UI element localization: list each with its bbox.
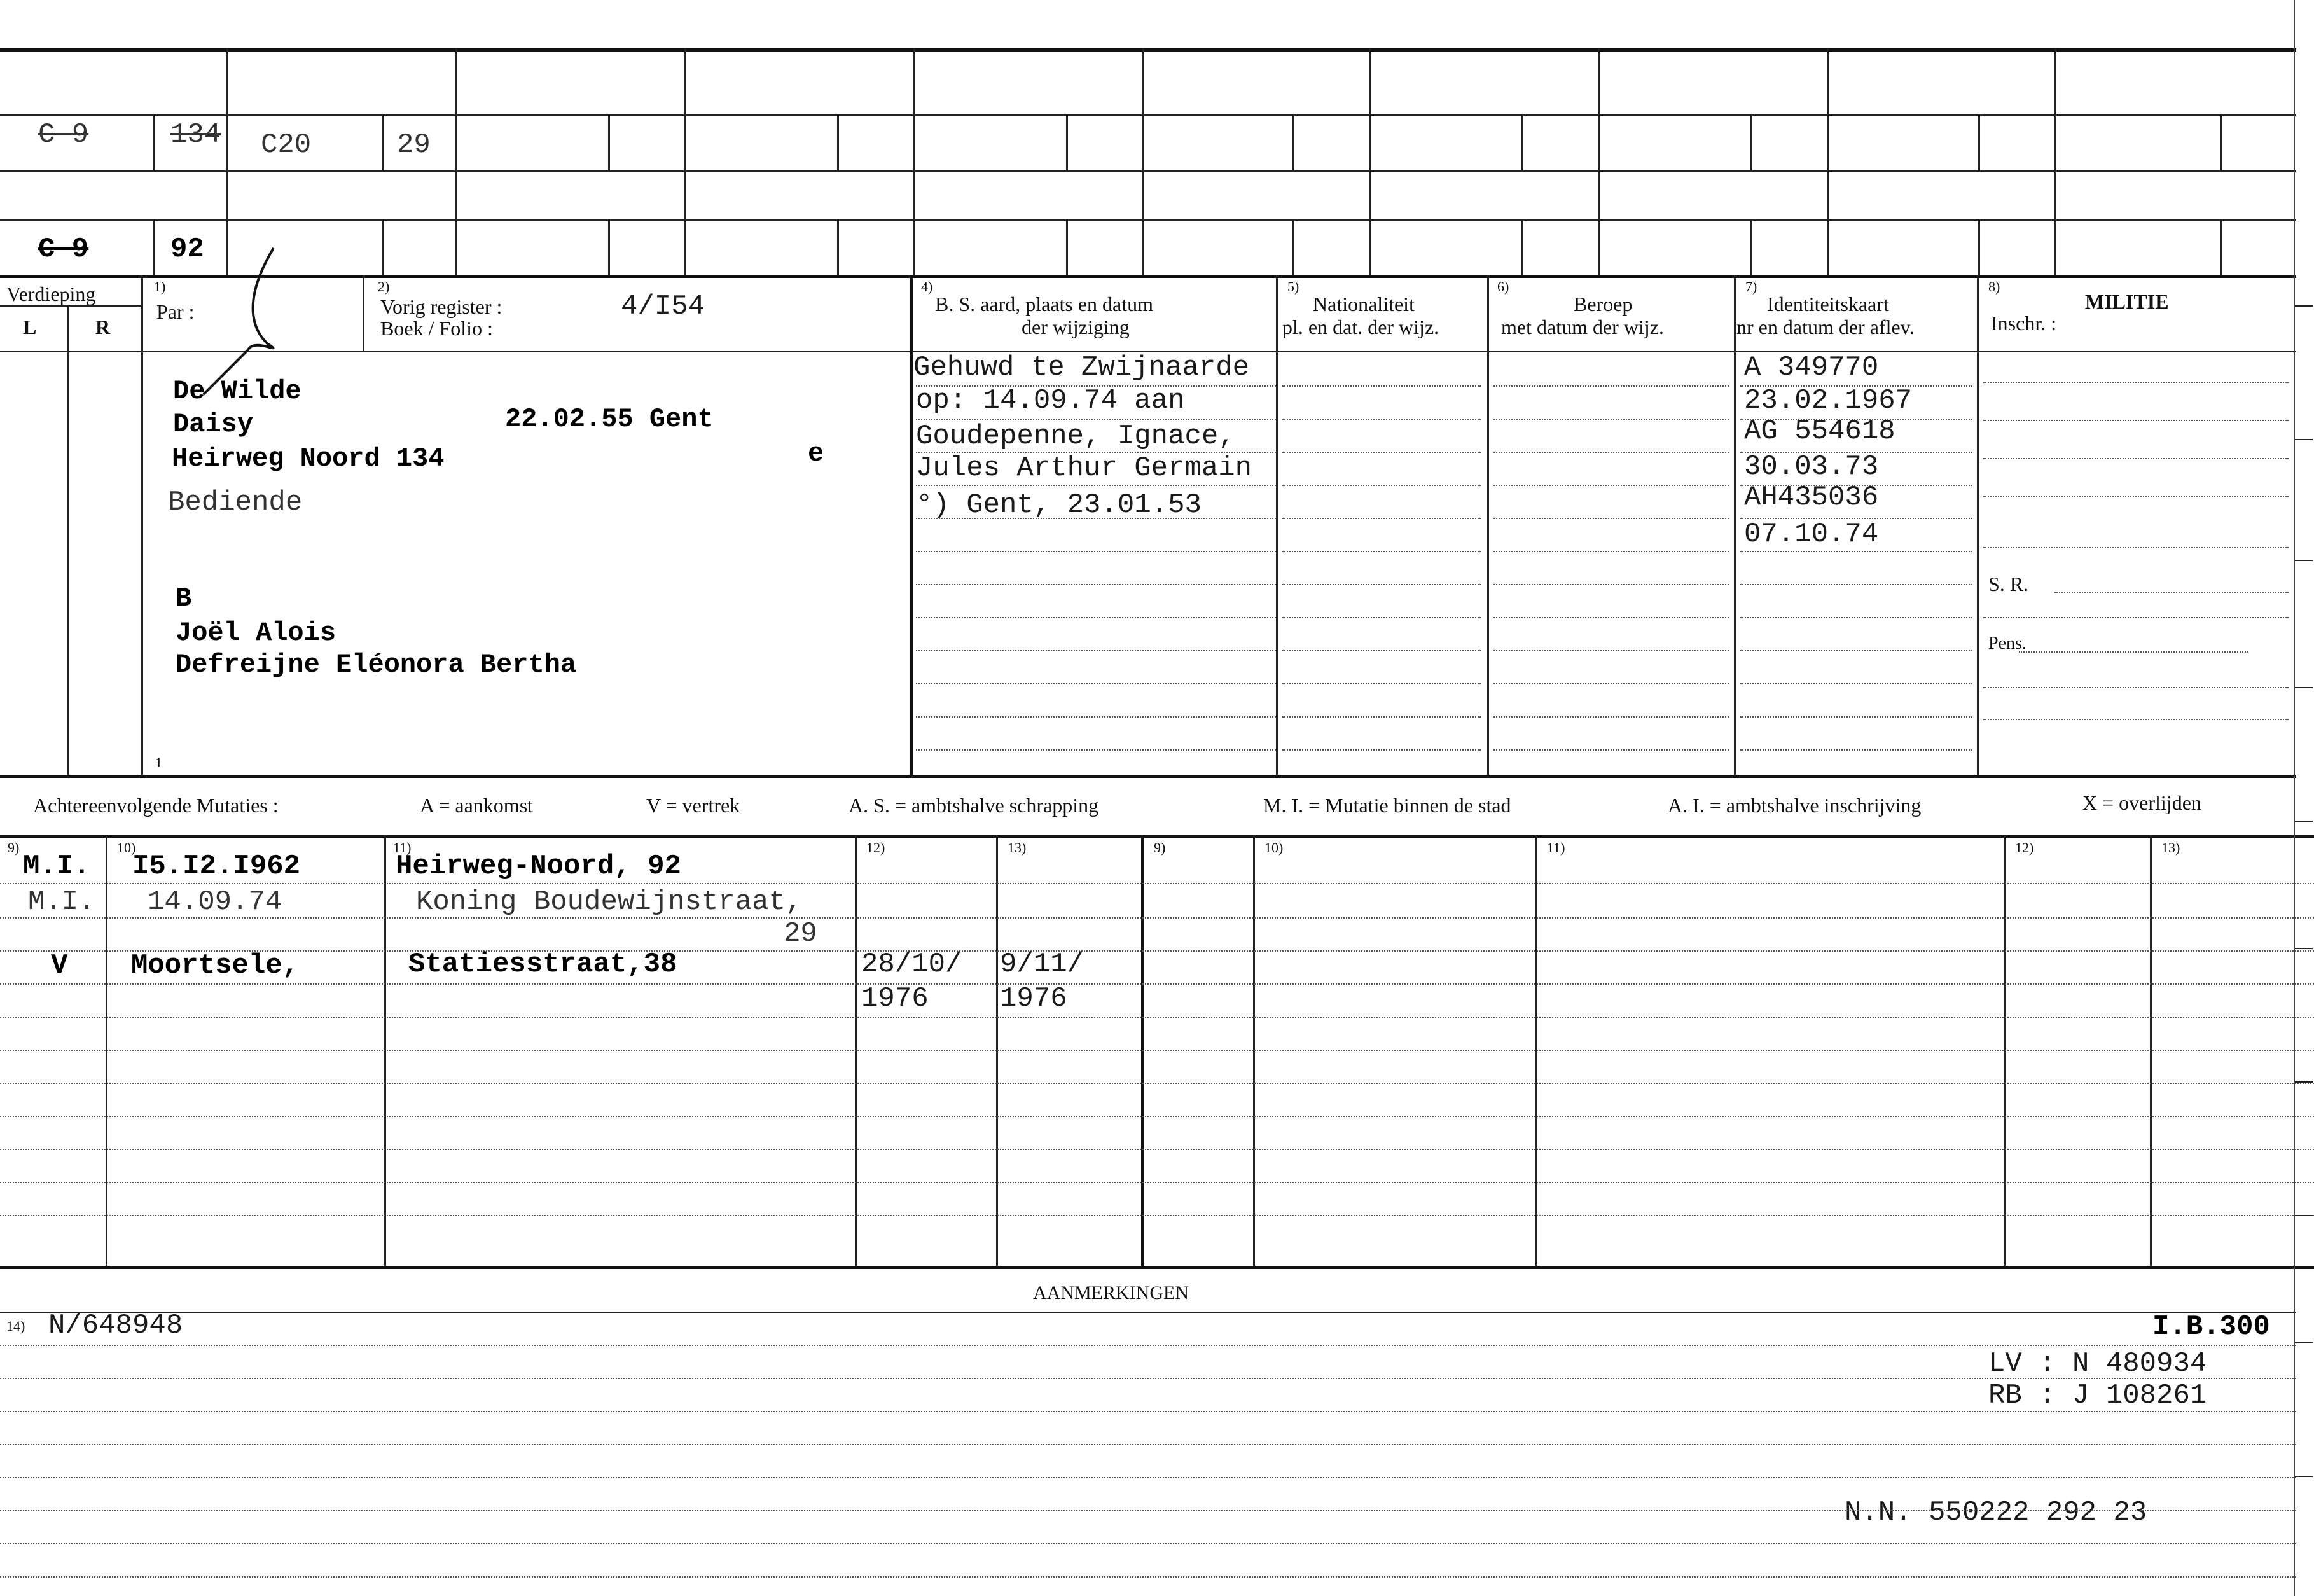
mut-row4-date12: 28/10/ [861,948,962,980]
mut-row4-date13: 9/11/ [1000,948,1084,980]
mark-e: e [808,438,824,469]
bs-header-1: B. S. aard, plaats en datum [935,293,1154,316]
rb-number: RB : J 108261 [1988,1380,2207,1412]
civil-status-line-4: Jules Arthur Germain [916,452,1252,484]
num-8: 8) [1988,279,2000,295]
inschr-label: Inschr. : [1991,312,2057,335]
mut-row1-address: Heirweg-Noord, 92 [396,850,681,882]
legend-x: X = overlijden [2082,791,2201,814]
mut-row4-place: Moortsele, [131,950,300,982]
civil-status-line-5: °) Gent, 23.01.53 [916,489,1202,521]
legend-v: V = vertrek [646,794,740,817]
mut-row1-date: I5.I2.I962 [132,850,301,882]
col-12b: 12) [2015,840,2034,856]
num-5: 5) [1287,279,1299,295]
civil-status-line-3: Goudepenne, Ignace, [916,420,1235,452]
mut-row4-address: Statiesstraat,38 [408,948,677,980]
mut-row4-year13: 1976 [1000,983,1067,1015]
code-92: 92 [170,233,204,265]
civil-status-line-2: op: 14.09.74 aan [916,385,1185,417]
mut-row1-code: M.I. [23,850,90,882]
legend-as: A. S. = ambtshalve schrapping [849,794,1099,817]
col-10b: 10) [1264,840,1284,856]
ib-code: I.B.300 [2152,1311,2270,1343]
beroep-header-1: Beroep [1574,293,1633,316]
bs-header-2: der wijziging [1022,316,1130,338]
col-9b: 9) [1154,840,1166,856]
col-9: 9) [8,840,20,856]
num-6: 6) [1497,279,1509,295]
mut-row2-date: 14.09.74 [148,886,282,918]
id-card-3: AH435036 [1744,482,1879,513]
parent-initial: B [176,583,192,614]
row-number: 1 [155,754,162,770]
nat-header-2: pl. en dat. der wijz. [1282,316,1439,338]
old-code-1: C 9 [38,119,89,151]
num-2: 2) [378,279,390,295]
col-10: 10) [117,840,136,856]
num-1: 1) [154,279,166,295]
l-label: L [23,316,37,338]
num-14: 14) [6,1318,25,1334]
legend-a: A = aankomst [420,794,534,817]
legend-title: Achtereenvolgende Mutaties : [33,794,279,817]
pens-label: Pens. [1988,634,2026,653]
nat-header-1: Nationaliteit [1313,293,1415,316]
id-card-2-date: 30.03.73 [1744,451,1879,483]
col-13b: 13) [2161,840,2180,856]
mut-row2-address-cont: 29 [784,918,817,950]
col-13: 13) [1008,840,1027,856]
id-card-1-date: 23.02.1967 [1744,385,1913,417]
nn-number: N.N. 550222 292 23 [1845,1497,2147,1529]
beroep-header-2: met datum der wijz. [1501,316,1664,338]
address: Heirweg Noord 134 [172,443,445,474]
legend-ai: A. I. = ambtshalve inschrijving [1668,794,1922,817]
num-7: 7) [1745,279,1757,295]
militie-header: MILITIE [2085,290,2169,313]
lv-number: LV : N 480934 [1988,1348,2207,1380]
father-name: Joël Alois [176,618,336,648]
aanmerkingen-title: AANMERKINGEN [1033,1282,1189,1303]
col-11b: 11) [1547,840,1565,856]
old-code-3: C 9 [38,233,89,265]
surname: De Wilde [173,376,301,406]
occupation: Bediende [168,487,303,518]
mut-row2-code: M.I. [28,886,95,918]
civil-status-line-1: Gehuwd te Zwijnaarde [913,352,1250,384]
code-29: 29 [397,129,431,161]
code-c20: C20 [261,129,312,161]
old-code-2: 134 [170,119,221,151]
verdieping-label: Verdieping [6,282,96,305]
vorig-register-label: Vorig register : [380,295,502,318]
par-label: Par : [156,300,195,323]
num-4: 4) [921,279,933,295]
remark-number: N/648948 [48,1310,183,1342]
id-header-1: Identiteitskaart [1767,293,1889,316]
id-header-2: nr en datum der aflev. [1736,316,1915,338]
col-12: 12) [866,840,885,856]
birth-date-place: 22.02.55 Gent [505,404,714,434]
mut-row4-code: V [51,950,68,982]
mother-name: Defreijne Eléonora Bertha [176,649,577,680]
boek-folio-label: Boek / Folio : [380,317,493,340]
col-11: 11) [393,840,412,856]
id-card-3-date: 07.10.74 [1744,518,1879,550]
firstname: Daisy [173,409,254,440]
register-value: 4/I54 [621,291,705,323]
mut-row2-address: Koning Boudewijnstraat, [416,886,803,918]
legend-mi: M. I. = Mutatie binnen de stad [1263,794,1511,817]
id-card-2: AG 554618 [1744,415,1895,447]
sr-label: S. R. [1988,572,2029,595]
r-label: R [95,316,111,338]
id-card-1: A 349770 [1744,352,1879,384]
mut-row4-year12: 1976 [861,983,929,1015]
